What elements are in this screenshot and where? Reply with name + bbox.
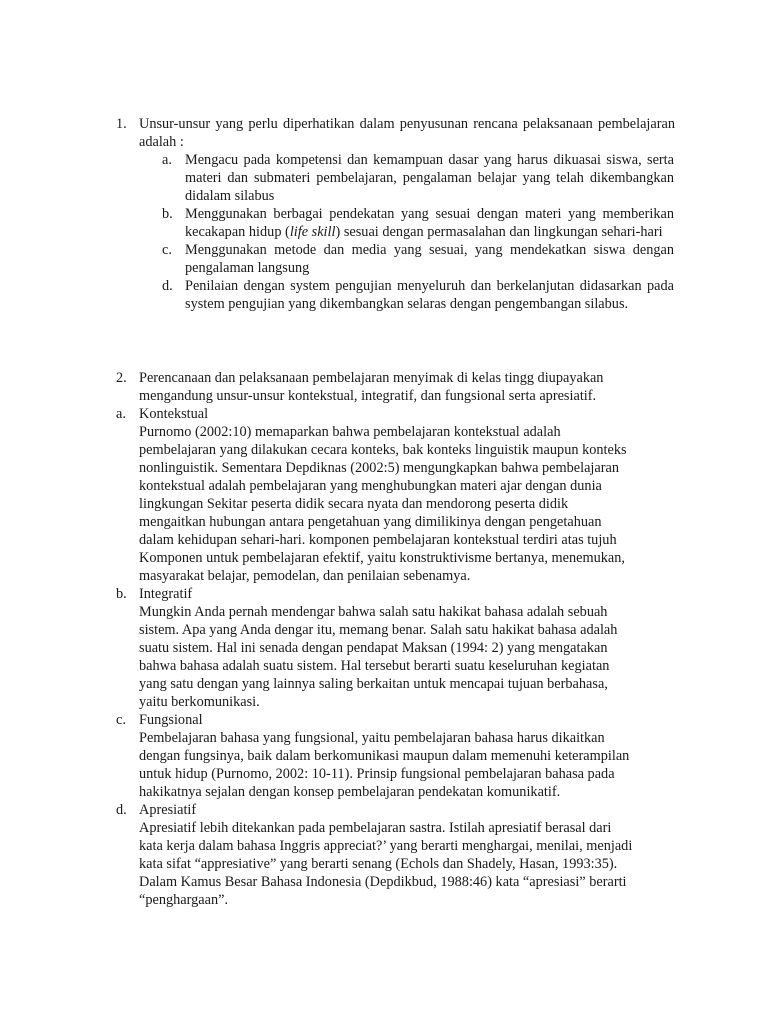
text-line: hakikatnya sejalan dengan konsep pembelajaran pendekatan komunikatif.	[139, 784, 561, 800]
sub-item-marker: b.	[162, 206, 173, 222]
section-kontekstual	[0, 405, 768, 585]
text-line: dalam kehidupan sehari-hari. komponen pembelajaran kontekstual terdiri atas tujuh	[139, 532, 617, 548]
text-line: Perencanaan dan pelaksanaan pembelajaran menyimak di kelas tingg diupayakan	[139, 370, 604, 386]
text-line: mengaitkan hubungan antara pengetahuan yang dimilikinya dengan pengetahuan	[139, 514, 602, 530]
section-marker: c.	[116, 712, 126, 728]
sub-item-text	[185, 205, 674, 241]
text-line: “penghargaan”.	[139, 892, 229, 908]
text-line: kata kerja dalam bahasa Inggris appreciat?’ yang berarti menghargai, menilai, menjadi	[139, 838, 633, 854]
section-integratif	[0, 585, 768, 711]
text-line: nonlinguistik. Sementara Depdiknas (2002:5) mengungkapkan bahwa pembelajaran	[139, 460, 620, 476]
section-fungsional	[0, 711, 768, 801]
list-item-2-intro	[139, 369, 675, 405]
text-line: bahwa bahasa adalah suatu sistem. Hal tersebut berarti suatu keseluruhan kegiatan	[139, 658, 610, 674]
text-line: kontekstual adalah pembelajaran yang menghubungkan materi ajar dengan dunia	[139, 478, 602, 494]
list-number: 1.	[116, 116, 127, 132]
sub-item-text-italic: life skill	[289, 224, 336, 240]
text-line: sistem. Apa yang Anda dengar itu, memang benar. Salah satu hakikat bahasa adalah	[139, 622, 618, 638]
text-line: pembelajaran yang dilakukan cecara konteks, bak konteks linguistik maupun konteks	[139, 442, 627, 458]
list-number: 2.	[116, 370, 127, 386]
section-apresiatif	[0, 801, 768, 909]
text-line: Pembelajaran bahasa yang fungsional, yaitu pembelajaran bahasa harus dikaitkan	[139, 730, 605, 746]
text-line: mengandung unsur-unsur kontekstual, integratif, dan fungsional serta apresiatif.	[139, 388, 597, 404]
section-paragraph	[139, 423, 679, 585]
section-paragraph	[139, 819, 679, 909]
sub-item-marker: c.	[162, 242, 172, 258]
text-line: Dalam Kamus Besar Bahasa Indonesia (Depdikbud, 1988:46) kata “apresiasi” berarti	[139, 874, 627, 890]
text-line: lingkungan Sekitar peserta didik secara nyata dan mendorong peserta didik	[139, 496, 569, 512]
text-line: yaitu berkomunikasi.	[139, 694, 260, 710]
text-line: untuk hidup (Purnomo, 2002: 10-11). Prinsip fungsional pembelajaran bahasa pada	[139, 766, 615, 782]
text-line: kata sifat “appresiative” yang berarti senang (Echols dan Shadely, Hasan, 1993:35).	[139, 856, 618, 872]
sub-item-text: Penilaian dengan system pengujian menyeluruh dan berkelanjutan didasarkan pada system pengujian yang dikembangkan selaras dengan pengembangan silabus.	[185, 278, 674, 312]
text-line: Komponen untuk pembelajaran efektif, yaitu konstruktivisme bertanya, menemukan,	[139, 550, 625, 566]
list-item-1	[0, 115, 768, 313]
sub-item-d	[0, 277, 768, 313]
text-line: Mungkin Anda pernah mendengar bahwa salah satu hakikat bahasa adalah sebuah	[139, 604, 608, 620]
text-line: yang satu dengan yang lainnya saling berkaitan untuk mencapai tujuan berbahasa,	[139, 676, 608, 692]
section-paragraph	[139, 729, 679, 801]
sub-item-marker: d.	[162, 278, 173, 294]
sub-item-b	[0, 205, 768, 241]
text-line: suatu sistem. Hal ini senada dengan pendapat Maksan (1994: 2) yang mengatakan	[139, 640, 608, 656]
list-item-1-intro: Unsur-unsur yang perlu diperhatikan dalam penyusunan rencana pelaksanaan pembelajaran adalah :	[139, 116, 675, 150]
text-line: masyarakat belajar, pemodelan, dan penilaian sebenamya.	[139, 568, 471, 584]
sub-item-text-after: ) sesuai dengan permasalahan dan lingkungan sehari-hari	[335, 224, 663, 240]
section-marker: d.	[116, 802, 127, 818]
text-line: Apresiatif lebih ditekankan pada pembelajaran sastra. Istilah apresiatif berasal dari	[139, 820, 612, 836]
section-heading: Kontekstual	[139, 406, 209, 422]
sub-item-text: Mengacu pada kompetensi dan kemampuan dasar yang harus dikuasai siswa, serta materi dan submateri pembelajaran, pengalaman belajar yang telah dikembangkan didalam silabus	[185, 152, 674, 204]
section-heading: Apresiatif	[139, 802, 197, 818]
sub-item-c	[0, 241, 768, 277]
sub-item-text: Menggunakan metode dan media yang sesuai, yang mendekatkan siswa dengan pengalaman langsung	[185, 242, 674, 276]
section-paragraph	[139, 603, 679, 711]
sub-item-marker: a.	[162, 152, 172, 168]
sub-item-a	[0, 151, 768, 205]
section-heading: Fungsional	[139, 712, 203, 728]
text-line: Purnomo (2002:10) memaparkan bahwa pembelajaran kontekstual adalah	[139, 424, 561, 440]
list-item-2	[0, 369, 768, 405]
section-marker: a.	[116, 406, 126, 422]
text-line: dengan fungsinya, baik dalam berkomunikasi maupun dalam memenuhi keterampilan	[139, 748, 630, 764]
section-marker: b.	[116, 586, 127, 602]
section-heading: Integratif	[139, 586, 193, 602]
sub-item-text-before: Menggunakan berbagai pendekatan yang sesuai dengan materi yang memberikan kecakapan hidup (	[185, 206, 674, 240]
